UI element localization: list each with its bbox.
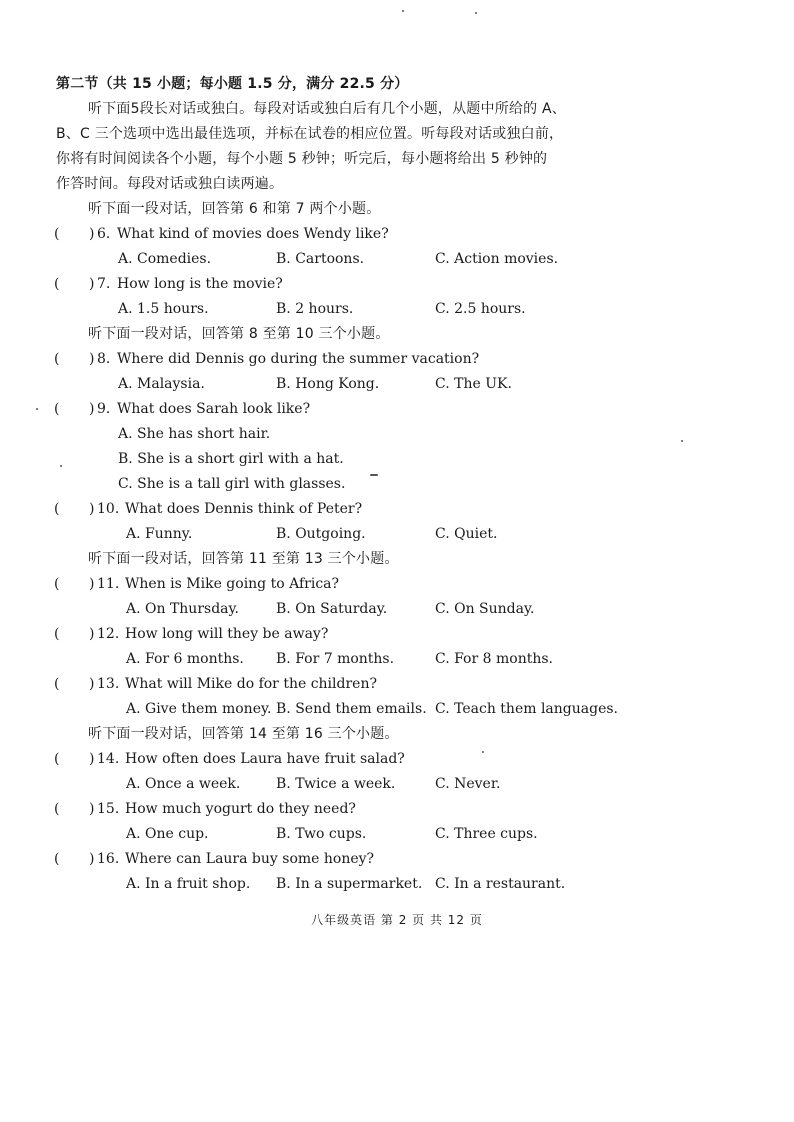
option-c: C. 2.5 hours.	[435, 301, 526, 317]
option-c: C. Action movies.	[435, 251, 559, 267]
option-a: A. Malaysia.	[118, 376, 205, 392]
scan-speck	[60, 465, 62, 467]
question-number: 6.	[97, 226, 111, 242]
option-a: A. 1.5 hours.	[118, 301, 209, 317]
answer-blank[interactable]	[62, 224, 88, 244]
group-instruction: 听下面一段对话，回答第 6 和第 7 两个小题。	[88, 201, 381, 217]
answer-bracket-open: (	[54, 226, 60, 242]
intro-line-4: 作答时间。每段对话或独白读两遍。	[56, 176, 284, 192]
question-number: 13.	[97, 676, 120, 692]
answer-blank[interactable]	[62, 274, 88, 294]
answer-blank[interactable]	[62, 674, 88, 694]
option-a: A. In a fruit shop.	[126, 876, 251, 892]
scan-speck	[370, 474, 378, 476]
scan-speck	[475, 12, 477, 14]
scan-speck	[36, 408, 38, 410]
question-number: 9.	[97, 401, 111, 417]
group-instruction: 听下面一段对话，回答第 11 至第 13 三个小题。	[88, 551, 399, 567]
answer-blank[interactable]	[62, 849, 88, 869]
question-text: Where did Dennis go during the summer vacation?	[117, 351, 480, 367]
option-c: C. For 8 months.	[435, 651, 553, 667]
option-c: C. The UK.	[435, 376, 512, 392]
question-text: Where can Laura buy some honey?	[125, 851, 375, 867]
answer-bracket-open: (	[54, 576, 60, 592]
question-text: What will Mike do for the children?	[125, 676, 377, 692]
option-b: B. Outgoing.	[276, 526, 366, 542]
option-b: B. She is a short girl with a hat.	[118, 451, 344, 467]
option-b: B. 2 hours.	[276, 301, 354, 317]
answer-bracket-open: (	[54, 401, 60, 417]
option-a: A. Comedies.	[118, 251, 212, 267]
answer-bracket-close: )	[89, 226, 95, 242]
question-number: 14.	[97, 751, 120, 767]
option-a: A. She has short hair.	[118, 426, 271, 442]
group-instruction: 听下面一段对话，回答第 14 至第 16 三个小题。	[88, 726, 399, 742]
answer-blank[interactable]	[62, 574, 88, 594]
scan-speck	[681, 440, 683, 442]
question-number: 16.	[97, 851, 120, 867]
answer-bracket-close: )	[89, 576, 95, 592]
answer-bracket-open: (	[54, 676, 60, 692]
answer-blank[interactable]	[62, 799, 88, 819]
question-text: What does Sarah look like?	[117, 401, 311, 417]
question-text: What does Dennis think of Peter?	[125, 501, 363, 517]
group-instruction: 听下面一段对话，回答第 8 至第 10 三个小题。	[88, 326, 390, 342]
option-c: C. Teach them languages.	[435, 701, 619, 717]
option-a: A. Funny.	[126, 526, 193, 542]
option-b: B. In a supermarket.	[276, 876, 423, 892]
option-a: A. On Thursday.	[126, 601, 240, 617]
option-a: A. Give them money.	[126, 701, 272, 717]
answer-blank[interactable]	[62, 499, 88, 519]
answer-bracket-close: )	[89, 501, 95, 517]
intro-line-1: 听下面5段长对话或独白。每段对话或独白后有几个小题，从题中所给的 A、	[88, 101, 566, 117]
option-c: C. In a restaurant.	[435, 876, 566, 892]
answer-bracket-open: (	[54, 751, 60, 767]
option-c: C. Three cups.	[435, 826, 538, 842]
answer-bracket-close: )	[89, 676, 95, 692]
option-b: B. For 7 months.	[276, 651, 395, 667]
question-text: What kind of movies does Wendy like?	[117, 226, 389, 242]
scan-speck	[482, 751, 484, 753]
option-c: C. On Sunday.	[435, 601, 535, 617]
option-b: B. Two cups.	[276, 826, 367, 842]
answer-blank[interactable]	[62, 399, 88, 419]
answer-bracket-open: (	[54, 626, 60, 642]
answer-bracket-open: (	[54, 801, 60, 817]
question-text: When is Mike going to Africa?	[125, 576, 340, 592]
option-a: A. Once a week.	[126, 776, 241, 792]
page-footer: 八年级英语 第 2 页 共 12 页	[311, 913, 483, 927]
question-text: How long is the movie?	[117, 276, 283, 292]
question-number: 11.	[97, 576, 120, 592]
option-b: B. Hong Kong.	[276, 376, 380, 392]
intro-line-2: B、C 三个选项中选出最佳选项，并标在试卷的相应位置。听每段对话或独白前，	[56, 126, 564, 142]
option-b: B. Send them emails.	[276, 701, 427, 717]
answer-bracket-close: )	[89, 801, 95, 817]
answer-bracket-open: (	[54, 276, 60, 292]
question-text: How much yogurt do they need?	[125, 801, 356, 817]
question-number: 15.	[97, 801, 120, 817]
option-a: A. For 6 months.	[126, 651, 244, 667]
scan-speck	[402, 10, 404, 12]
answer-blank[interactable]	[62, 349, 88, 369]
answer-bracket-close: )	[89, 401, 95, 417]
question-number: 7.	[97, 276, 111, 292]
answer-bracket-close: )	[89, 851, 95, 867]
answer-bracket-open: (	[54, 351, 60, 367]
question-number: 12.	[97, 626, 120, 642]
answer-bracket-close: )	[89, 351, 95, 367]
intro-line-3: 你将有时间阅读各个小题，每个小题 5 秒钟；听完后，每小题将给出 5 秒钟的	[56, 151, 548, 167]
answer-bracket-open: (	[54, 851, 60, 867]
answer-bracket-open: (	[54, 501, 60, 517]
option-c: C. Quiet.	[435, 526, 498, 542]
option-b: B. Twice a week.	[276, 776, 396, 792]
option-c: C. She is a tall girl with glasses.	[118, 476, 346, 492]
answer-bracket-close: )	[89, 751, 95, 767]
question-text: How long will they be away?	[125, 626, 329, 642]
option-b: B. Cartoons.	[276, 251, 365, 267]
question-number: 10.	[97, 501, 120, 517]
answer-bracket-close: )	[89, 276, 95, 292]
question-text: How often does Laura have fruit salad?	[125, 751, 405, 767]
option-a: A. One cup.	[126, 826, 209, 842]
answer-blank[interactable]	[62, 749, 88, 769]
option-c: C. Never.	[435, 776, 501, 792]
option-b: B. On Saturday.	[276, 601, 388, 617]
answer-bracket-close: )	[89, 626, 95, 642]
question-number: 8.	[97, 351, 111, 367]
answer-blank[interactable]	[62, 624, 88, 644]
section-header: 第二节（共 15 小题；每小题 1.5 分，满分 22.5 分）	[56, 76, 409, 92]
